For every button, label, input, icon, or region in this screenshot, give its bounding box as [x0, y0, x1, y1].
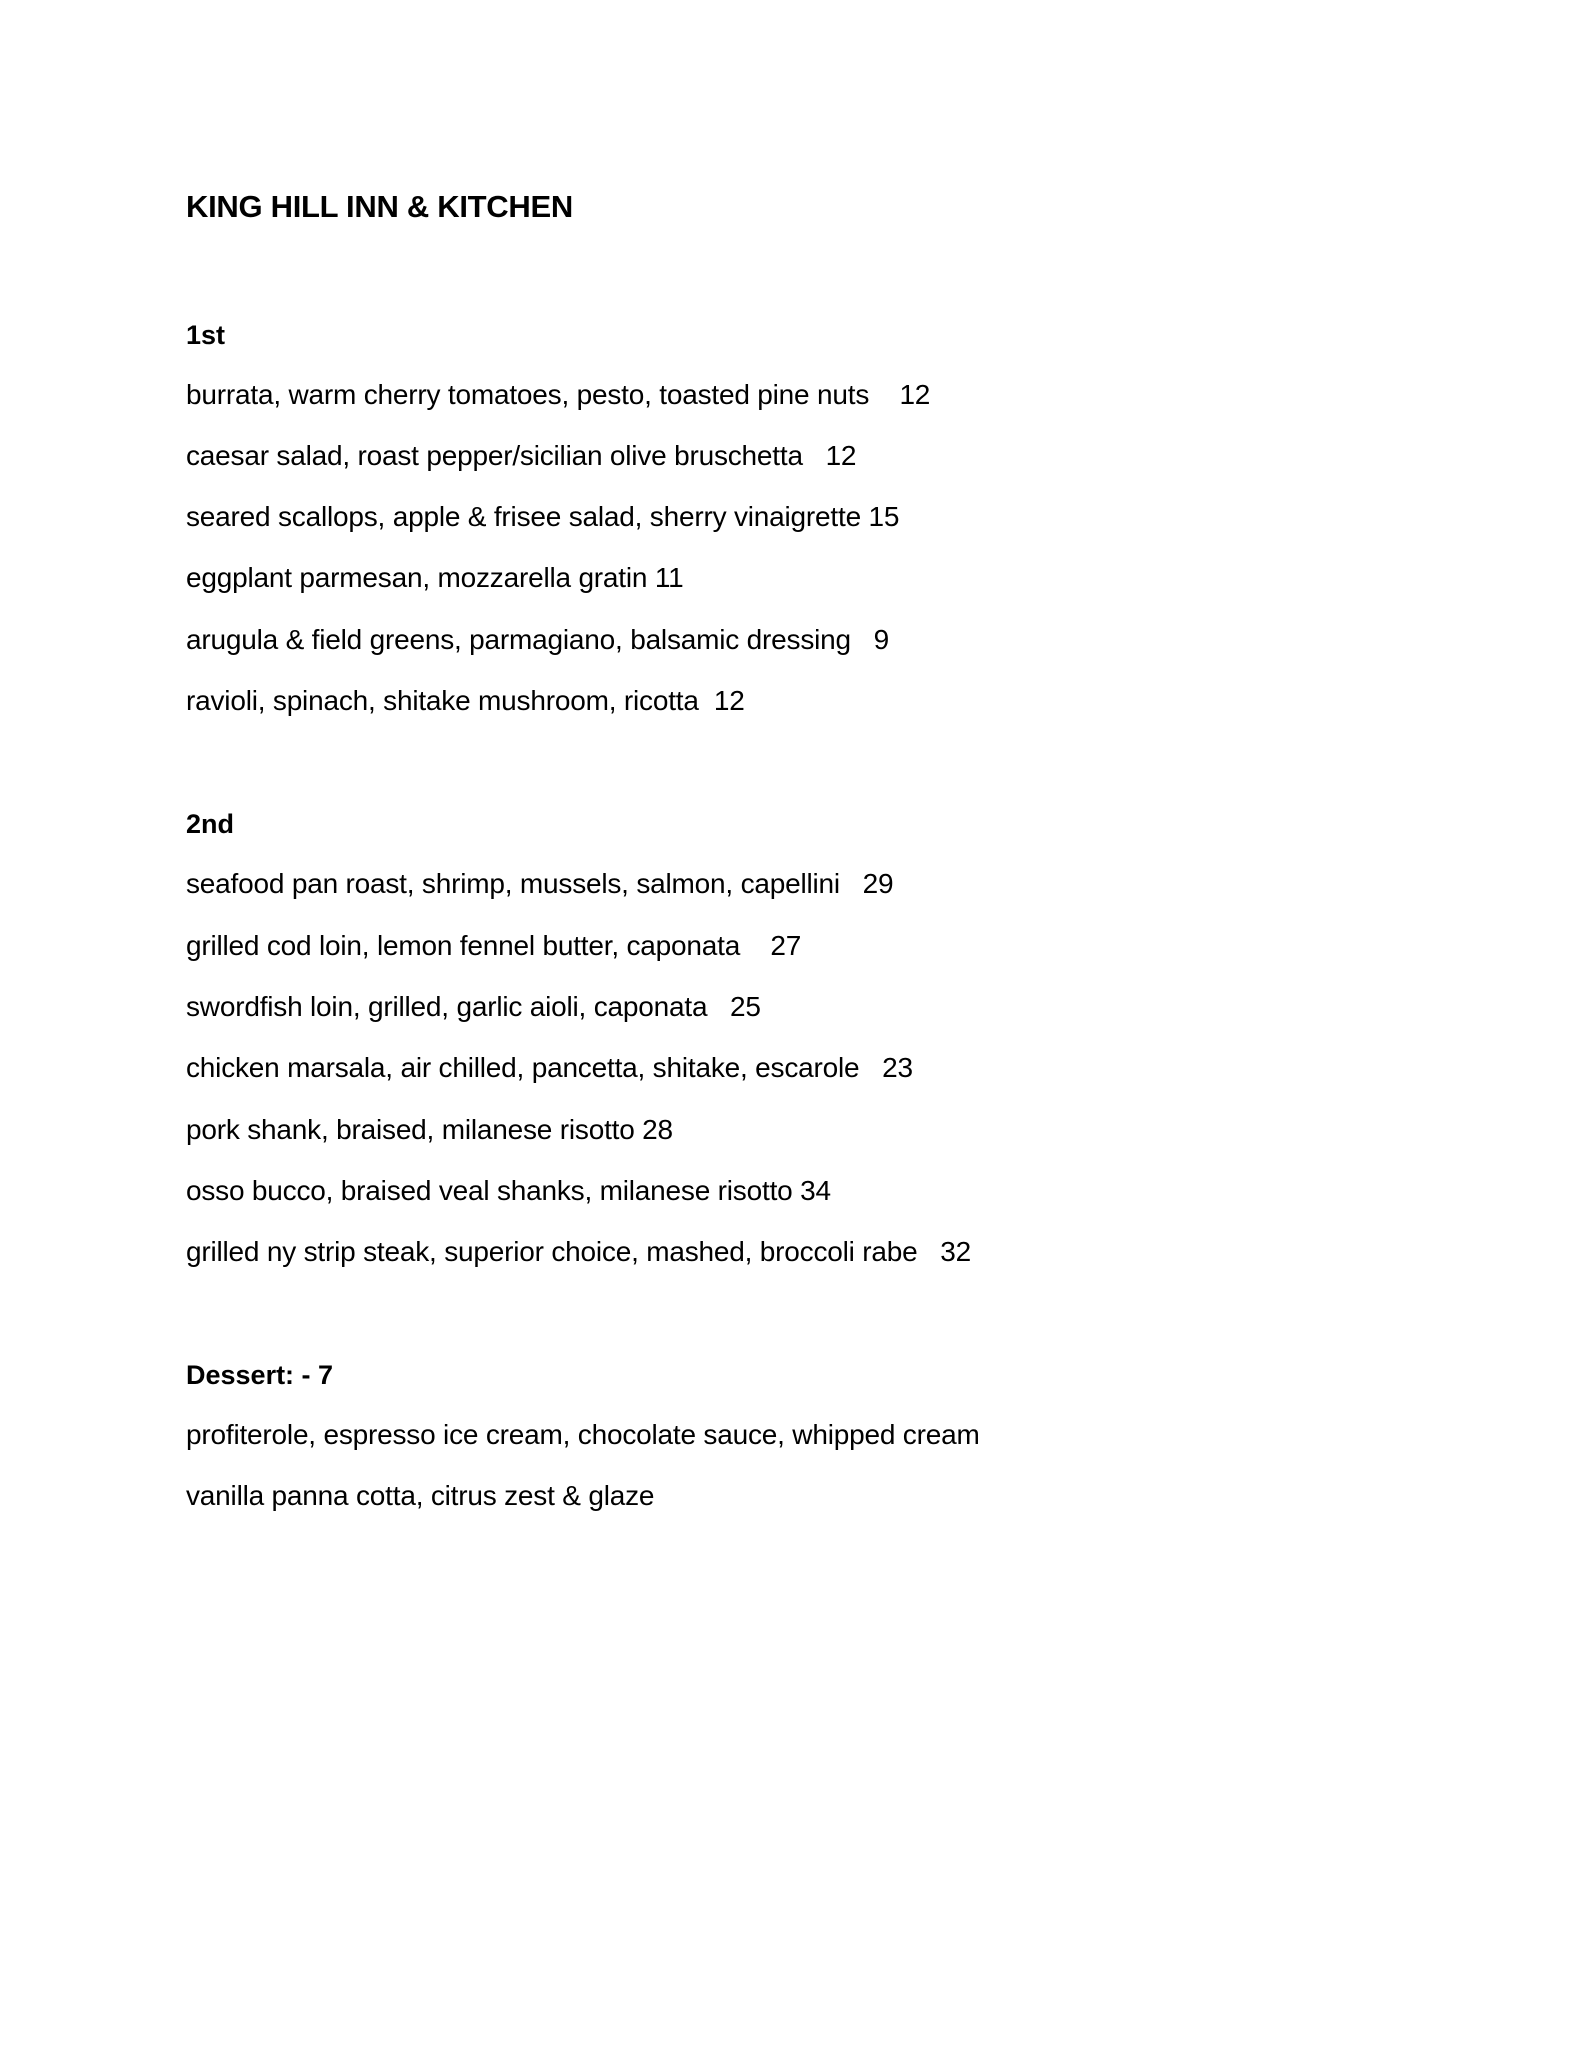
- menu-item: osso bucco, braised veal shanks, milanese risotto 34: [186, 1175, 831, 1206]
- menu-item: arugula & field greens, parmagiano, balsamic dressing 9: [186, 624, 889, 655]
- menu-item: swordfish loin, grilled, garlic aioli, caponata 25: [186, 991, 761, 1022]
- menu-item: ravioli, spinach, shitake mushroom, ricotta 12: [186, 685, 745, 716]
- menu-item: chicken marsala, air chilled, pancetta, shitake, escarole 23: [186, 1052, 913, 1083]
- menu-item: seared scallops, apple & frisee salad, sherry vinaigrette 15: [186, 501, 900, 532]
- section-heading-dessert: Dessert: - 7: [186, 1360, 334, 1390]
- menu-title: KING HILL INN & KITCHEN: [186, 189, 573, 224]
- menu-item: vanilla panna cotta, citrus zest & glaze: [186, 1480, 655, 1511]
- section-heading-first: 1st: [186, 320, 226, 350]
- menu-item: burrata, warm cherry tomatoes, pesto, toasted pine nuts 12: [186, 379, 931, 410]
- menu-item: caesar salad, roast pepper/sicilian olive bruschetta 12: [186, 440, 857, 471]
- section-heading-second: 2nd: [186, 809, 235, 839]
- menu-item: grilled ny strip steak, superior choice, mashed, broccoli rabe 32: [186, 1236, 971, 1267]
- menu-item: grilled cod loin, lemon fennel butter, caponata 27: [186, 930, 802, 961]
- menu-item: profiterole, espresso ice cream, chocolate sauce, whipped cream: [186, 1419, 980, 1450]
- menu-item: eggplant parmesan, mozzarella gratin 11: [186, 562, 684, 593]
- menu-item: seafood pan roast, shrimp, mussels, salmon, capellini 29: [186, 868, 894, 899]
- menu-item: pork shank, braised, milanese risotto 28: [186, 1114, 673, 1145]
